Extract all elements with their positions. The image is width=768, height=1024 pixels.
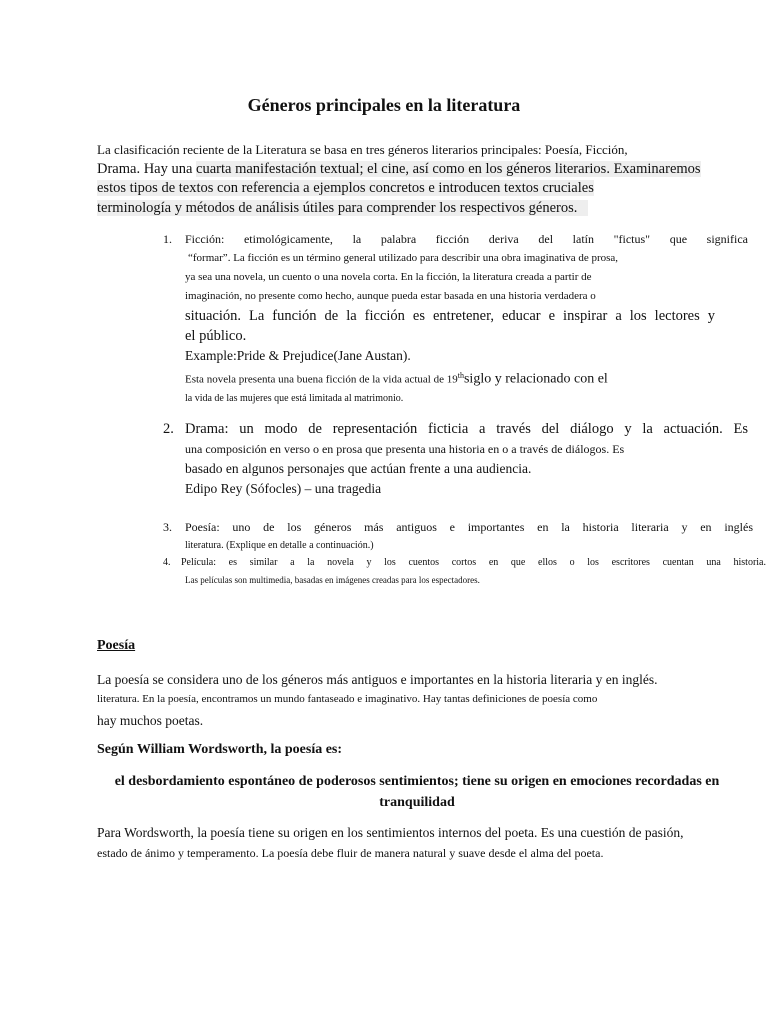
- intro-line: Drama. Hay una cuarta manifestación textual; el cine, así como en los géneros literarios. Examinaremos: [97, 160, 701, 177]
- item-line: situación. La función de la ficción es entretener, educar e inspirar a los lectores y: [185, 308, 715, 324]
- paragraph-line: hay muchos poetas.: [97, 713, 204, 728]
- item-line: imaginación, no presente como hecho, aunque pueda estar basada en una historia verdadera o: [185, 290, 596, 302]
- page-title: Géneros principales en la literatura: [247, 95, 521, 115]
- item-line: Example:Pride & Prejudice(Jane Austan).: [185, 348, 411, 363]
- intro-paragraph: [97, 140, 727, 218]
- item-line: Drama: un modo de representación ficticia a través del diálogo y la actuación. Es: [185, 421, 748, 437]
- item-line: ya sea una novela, un cuento o una novela corta. En la ficción, la literatura creada a partir de: [185, 271, 592, 283]
- list-item-drama: [163, 419, 748, 499]
- item-line: Esta novela presenta una buena ficción de la vida actual de 19thsiglo y relacionado con el: [185, 371, 608, 387]
- intro-line: estos tipos de textos con referencia a ejemplos concretos e introducen textos cruciales: [97, 180, 594, 196]
- item-line: Ficción: etimológicamente, la palabra ficción deriva del latín "fictus" que significa: [185, 232, 748, 246]
- paragraph-line: La poesía se considera uno de los géneros más antiguos e importantes en la historia literaria y en inglés.: [97, 672, 658, 687]
- wordsworth-paragraph: [97, 822, 737, 863]
- wordsworth-quote: [97, 771, 737, 813]
- item-line: una composición en verso o en prosa que presenta una historia en o a través de diálogos. Es: [185, 442, 625, 456]
- intro-line: La clasificación reciente de la Literatura se basa en tres géneros literarios principales: Poesía, Ficción,: [97, 142, 628, 157]
- list-number: 2.: [163, 421, 174, 437]
- list-number: 1.: [163, 232, 172, 246]
- poesia-paragraph: [97, 670, 737, 733]
- item-line: Las películas son multimedia, basadas en imágenes creadas para los espectadores.: [185, 575, 480, 585]
- intro-line: terminología y métodos de análisis útiles para comprender los respectivos géneros.: [97, 199, 727, 219]
- item-line: basado en algunos personajes que actúan frente a una audiencia.: [185, 461, 532, 476]
- item-line: “formar”. La ficción es un término general utilizado para describir una obra imaginativa de prosa,: [188, 252, 619, 264]
- list-item-poesia: [163, 517, 753, 555]
- quote-line: el desbordamiento espontáneo de poderosos sentimientos; tiene su origen en emociones recordadas en: [114, 774, 720, 789]
- quote-line: tranquilidad: [379, 795, 455, 810]
- list-number: 4.: [163, 557, 171, 568]
- wordsworth-intro: Según William Wordsworth, la poesía es:: [97, 742, 343, 757]
- list-item-pelicula: [163, 554, 766, 588]
- list-item-ficcion: [163, 229, 748, 408]
- section-heading-poesia: Poesía: [97, 638, 136, 653]
- list-number: 3.: [163, 520, 172, 534]
- item-line: Poesía: uno de los géneros más antiguos e importantes en la historia literaria y en inglés: [185, 520, 753, 534]
- item-line: la vida de las mujeres que está limitada al matrimonio.: [185, 392, 404, 404]
- item-line: el público.: [185, 328, 247, 344]
- paragraph-line: estado de ánimo y temperamento. La poesía debe fluir de manera natural y suave desde el alma del poeta.: [97, 846, 604, 860]
- item-line: Edipo Rey (Sófocles) – una tragedia: [185, 481, 382, 496]
- item-line: literatura. (Explique en detalle a continuación.): [185, 540, 374, 551]
- paragraph-line: literatura. En la poesía, encontramos un mundo fantaseado e imaginativo. Hay tantas definiciones de poesía como: [97, 693, 598, 705]
- item-line: Película: es similar a la novela y los cuentos cortos en que ellos o los escritores cuentan una historia.: [181, 557, 766, 568]
- paragraph-line: Para Wordsworth, la poesía tiene su origen en los sentimientos internos del poeta. Es una cuestión de pasión,: [97, 825, 684, 840]
